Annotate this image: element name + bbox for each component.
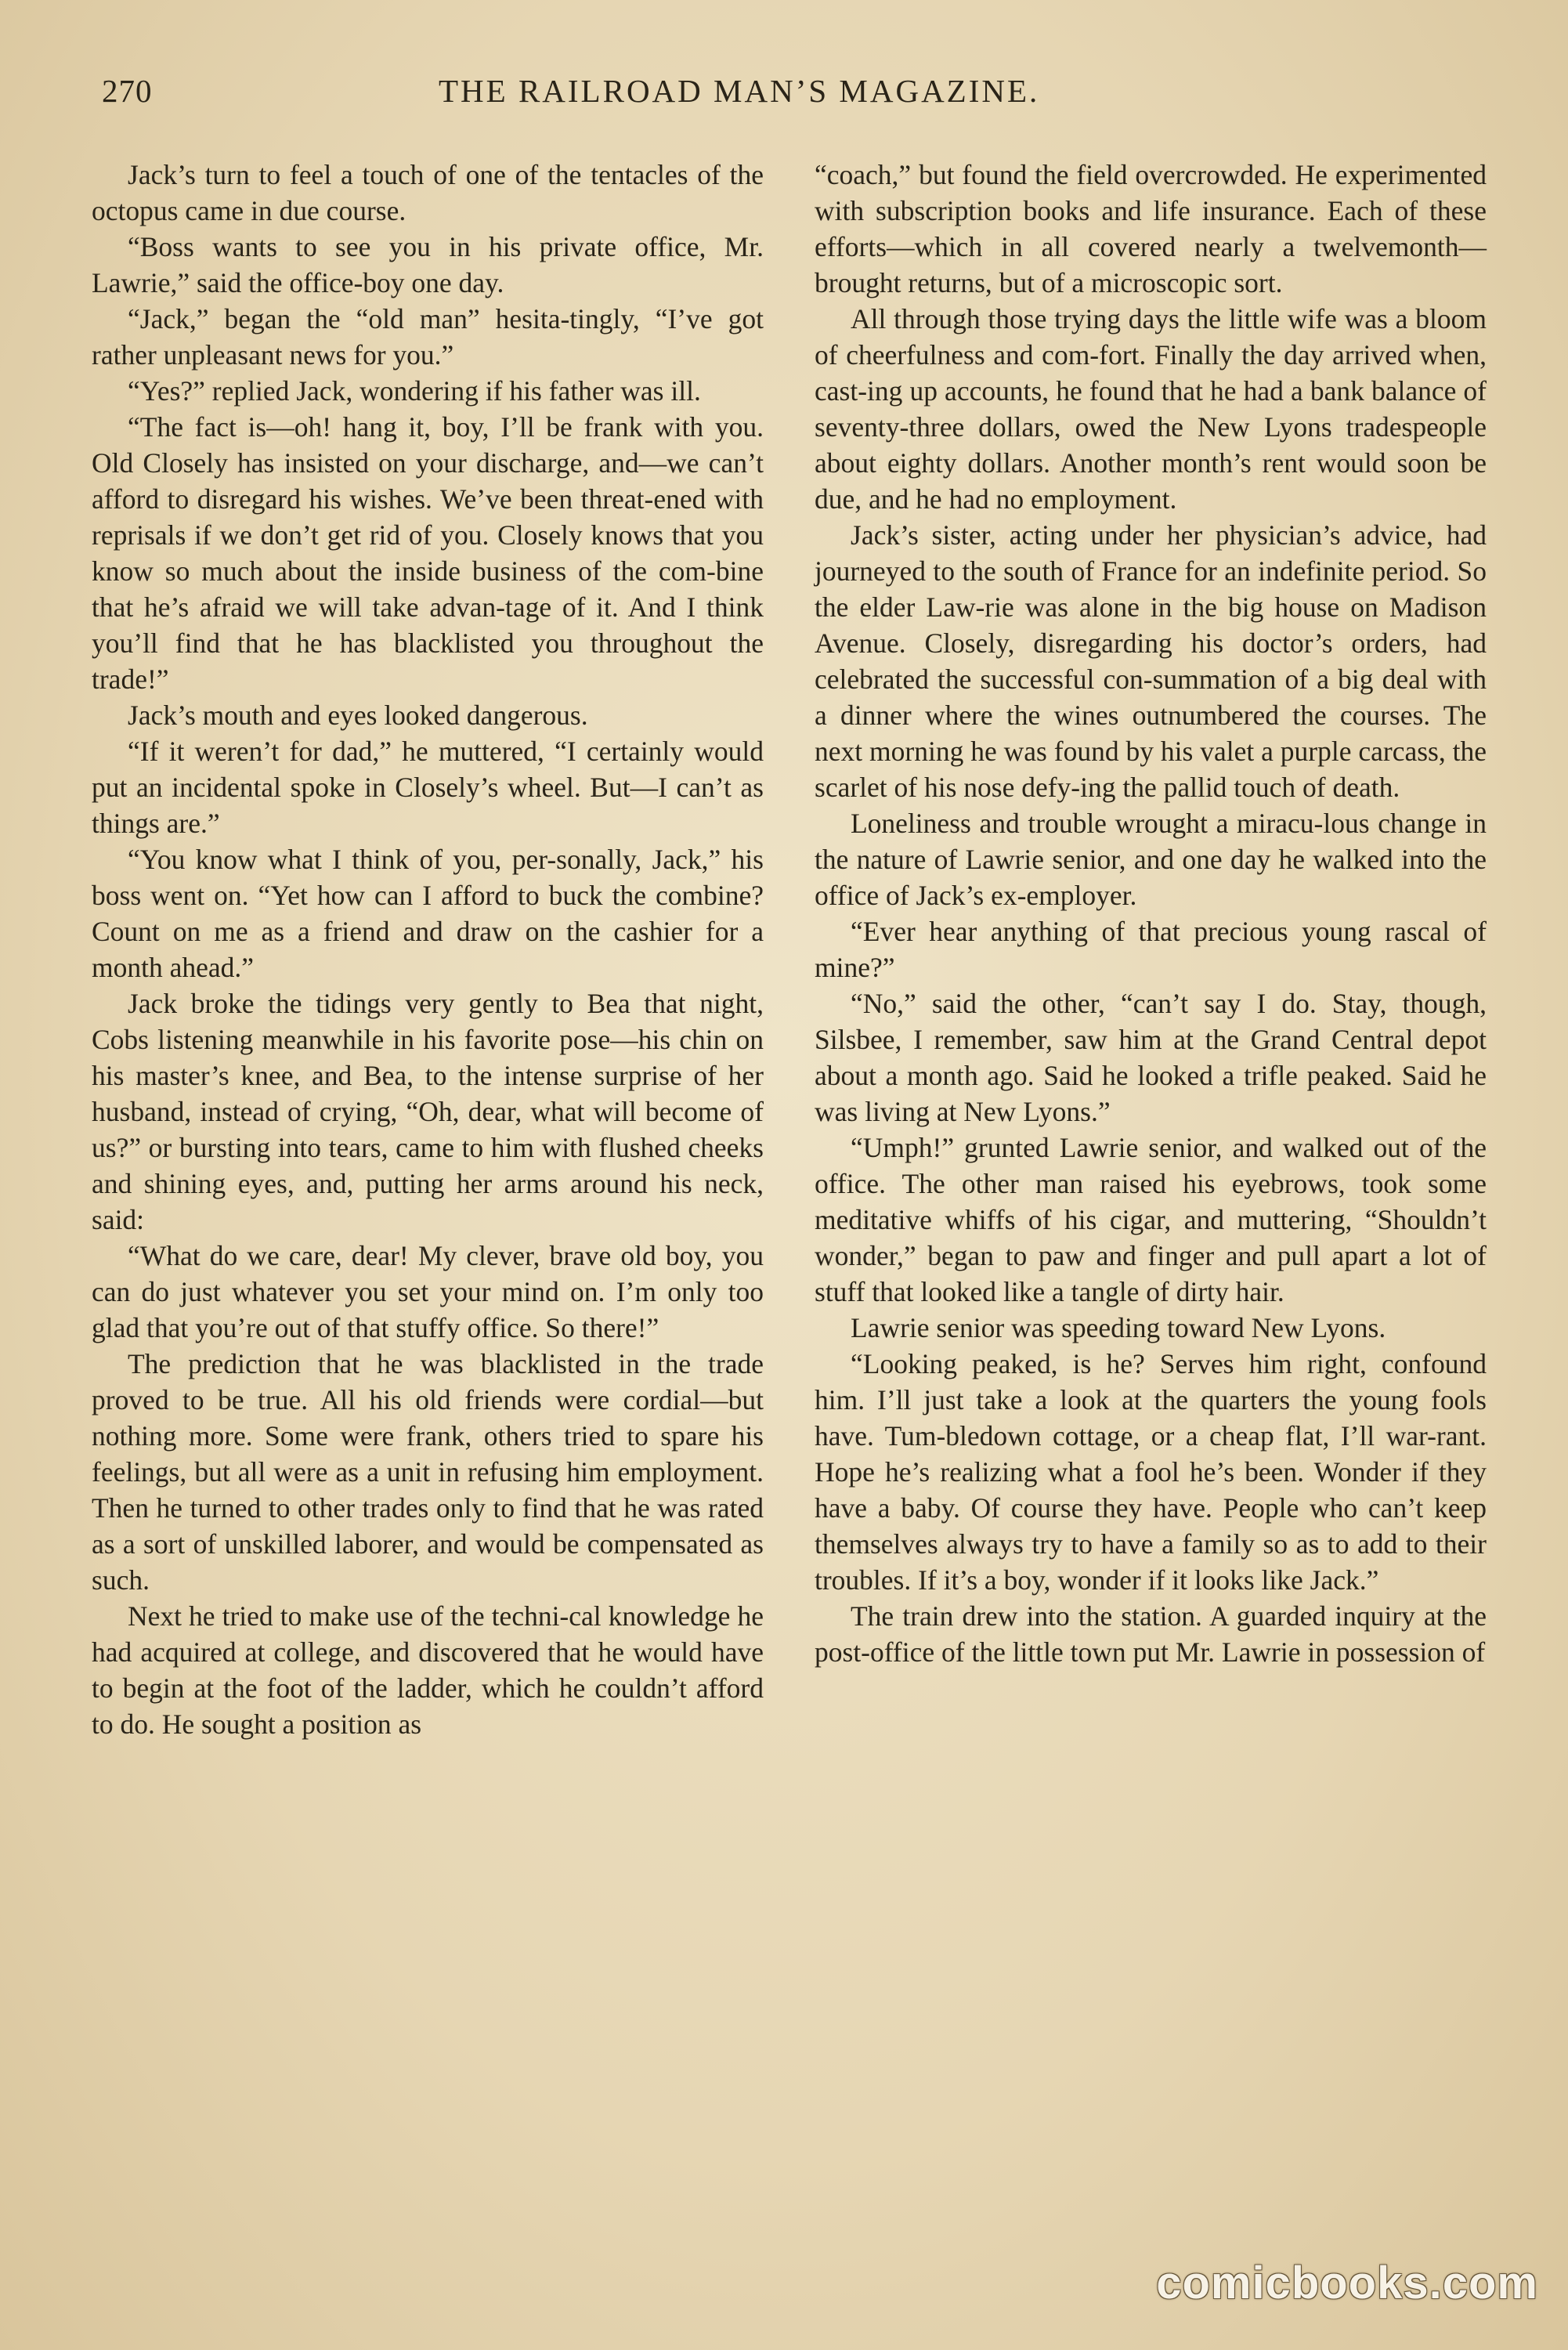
paragraph: “The fact is—oh! hang it, boy, I’ll be frank with you. Old Closely has insisted on your discharge, and—we can’t afford to disregard his wishes. We’ve been threat-ened with reprisals if we don’t get rid of you. Closely knows that you know so much about the inside business of the com-bine that he’s afraid we will take advan-tage of it. And I think you’ll find that he has blacklisted you throughout the trade!” <box>92 411 764 695</box>
paragraph: Jack broke the tidings very gently to Bea that night, Cobs listening meanwhile in his favorite pose—his chin on his master’s knee, and Bea, to the intense surprise of her husband, instead of crying, “Oh, dear, what will become of us?” or bursting into tears, came to him with flushed cheeks and shining eyes, and, putting her arms around his neck, said: <box>92 988 764 1235</box>
right-column <box>815 157 1487 1670</box>
paragraph: Loneliness and trouble wrought a miracu-lous change in the nature of Lawrie senior, and one day he walked into the office of Jack’s ex-employer. <box>815 808 1487 911</box>
left-column <box>92 157 764 1742</box>
paragraph: “Boss wants to see you in his private office, Mr. Lawrie,” said the office-boy one day. <box>92 231 764 298</box>
paragraph: Jack’s sister, acting under her physician’s advice, had journeyed to the south of France for an indefinite period. So the elder Law-rie was alone in the big house on Madison Avenue. Closely, disregarding his doctor’s orders, had celebrated the successful con-summation of a big deal with a dinner where the wines outnumbered the courses. The next morning he was found by his valet a purple carcass, the scarlet of his nose defy-ing the pallid touch of death. <box>815 519 1487 803</box>
paragraph: Jack’s mouth and eyes looked dangerous. <box>128 700 588 731</box>
paragraph: Lawrie senior was speeding toward New Lyons. <box>851 1312 1386 1343</box>
paragraph: “Yes?” replied Jack, wondering if his father was ill. <box>128 375 701 407</box>
paragraph: “Umph!” grunted Lawrie senior, and walked out of the office. The other man raised his eyebrows, took some meditative whiffs of his cigar, and muttering, “Shouldn’t wonder,” began to paw and finger and pull apart a lot of stuff that looked like a tangle of dirty hair. <box>815 1132 1487 1307</box>
paragraph: “Looking peaked, is he? Serves him right, confound him. I’ll just take a look at the quarters the young fools have. Tum-bledown cottage, or a cheap flat, I’ll war-rant. Hope he’s realizing what a fool he’s been. Wonder if they have a baby. Of course they have. People who can’t keep themselves always try to have a family so as to add to their troubles. If it’s a boy, wonder if it looks like Jack.” <box>815 1348 1487 1596</box>
paragraph: The prediction that he was blacklisted in the trade proved to be true. All his old friends were cordial—but nothing more. Some were frank, others tried to spare his feelings, but all were as a unit in refusing him employment. Then he turned to other trades only to find that he was rated as a sort of unskilled laborer, and would be compensated as such. <box>92 1348 764 1596</box>
page-header <box>94 72 1472 119</box>
paragraph: “No,” said the other, “can’t say I do. Stay, though, Silsbee, I remember, saw him at the Grand Central depot about a month ago. Said he looked a trifle peaked. Said he was living at New Lyons.” <box>815 988 1487 1127</box>
watermark-logo: comicbooks.com <box>1156 2258 1538 2308</box>
paragraph: All through those trying days the little wife was a bloom of cheerfulness and com-fort. Finally the day arrived when, cast-ing up accounts, he found that he had a bank balance of seventy-three dollars, owed the New Lyons tradespeople about eighty dollars. Another month’s rent would soon be due, and he had no employment. <box>815 303 1487 515</box>
paragraph: The train drew into the station. A guarded inquiry at the post-office of the little town put Mr. Lawrie in possession of <box>815 1600 1487 1668</box>
page-number: 270 <box>102 73 153 109</box>
paragraph: “You know what I think of you, per-sonally, Jack,” his boss went on. “Yet how can I afford to buck the combine? Count on me as a friend and draw on the cashier for a month ahead.” <box>92 844 764 983</box>
paragraph: “Jack,” began the “old man” hesita-tingly, “I’ve got rather unpleasant news for you.” <box>92 303 764 371</box>
paragraph: “What do we care, dear! My clever, brave old boy, you can do just whatever you set your mind on. I’m only too glad that you’re out of that stuffy office. So there!” <box>92 1240 764 1343</box>
paragraph: “If it weren’t for dad,” he muttered, “I certainly would put an incidental spoke in Closely’s wheel. But—I can’t as things are.” <box>92 736 764 839</box>
paragraph: Jack’s turn to feel a touch of one of the tentacles of the octopus came in due course. <box>92 159 764 226</box>
paragraph: Next he tried to make use of the techni-cal knowledge he had acquired at college, and discovered that he would have to begin at the foot of the ladder, which he couldn’t afford to do. He sought a position as <box>92 1600 764 1740</box>
paragraph-continued: “coach,” but found the field overcrowded. He experimented with subscription books and life insurance. Each of these efforts—which in all covered nearly a twelvemonth—brought returns, but of a microscopic sort. <box>815 159 1487 298</box>
paragraph: “Ever hear anything of that precious young rascal of mine?” <box>815 916 1487 983</box>
running-title: THE RAILROAD MAN’S MAGAZINE. <box>439 73 1040 109</box>
